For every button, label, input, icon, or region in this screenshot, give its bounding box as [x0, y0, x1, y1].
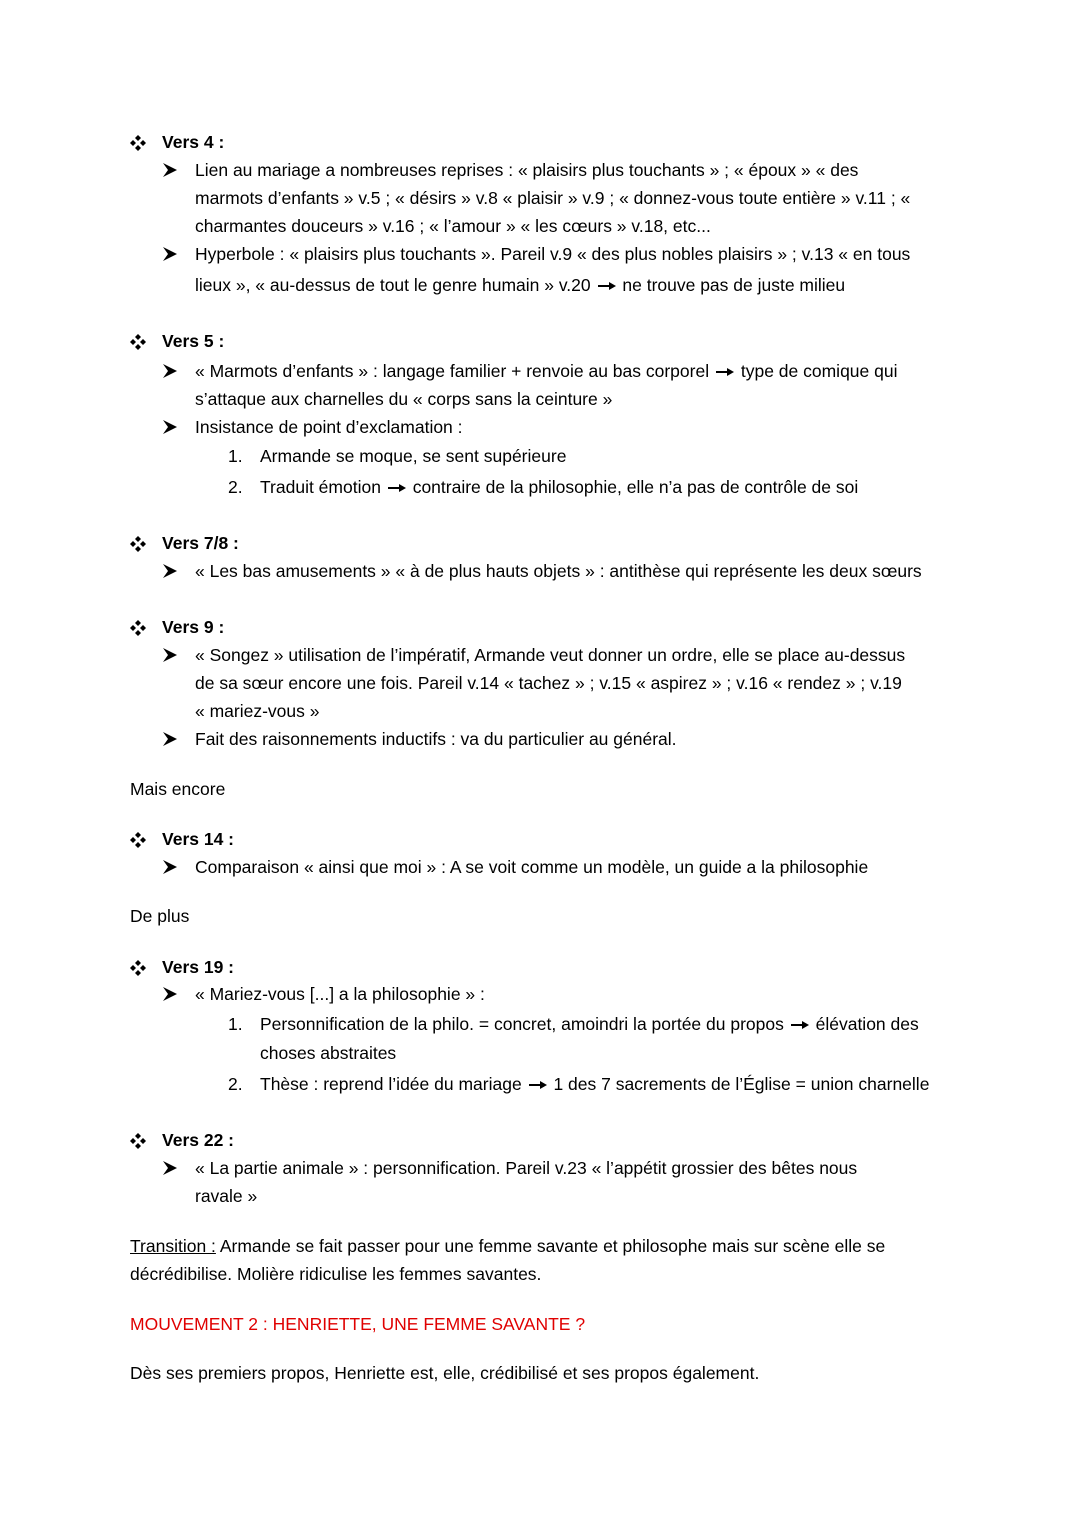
list-number: 2. [228, 1074, 243, 1094]
four-diamond-icon [130, 832, 146, 848]
four-diamond-icon [130, 1133, 146, 1149]
right-arrow-icon [529, 1080, 547, 1090]
text-line: charmantes douceurs » v.16 ; « l’amour » « les cœurs » v.18, etc... [195, 216, 711, 236]
arrowhead-icon [162, 986, 178, 1002]
arrowhead-icon [162, 246, 178, 262]
right-arrow-icon [388, 483, 406, 493]
list-number: 2. [228, 477, 243, 497]
text-segment: Thèse : reprend l’idée du mariage [260, 1074, 522, 1094]
text-line: choses abstraites [260, 1043, 397, 1063]
four-diamond-icon [130, 536, 146, 552]
list-number: 1. [228, 446, 243, 466]
section-heading-vers-7-8 [130, 533, 239, 554]
arrowhead-icon [162, 162, 178, 178]
section-title: Vers 5 : [162, 331, 225, 351]
text-line [260, 1014, 919, 1035]
text-line: « La partie animale » : personnification. Pareil v.23 « l’appétit grossier des bêtes nous [195, 1158, 858, 1178]
section-heading-vers-5 [130, 331, 224, 352]
transition-paragraph [130, 1236, 885, 1257]
text-segment: contraire de la philosophie, elle n’a pas de contrôle de soi [412, 477, 859, 497]
text-segment: type de comique qui [740, 361, 898, 381]
text-line: Insistance de point d’exclamation : [195, 417, 463, 437]
section-title: Vers 22 : [162, 1130, 234, 1150]
section-heading-vers-22 [130, 1130, 234, 1151]
text-segment: Traduit émotion [260, 477, 381, 497]
arrowhead-icon [162, 731, 178, 747]
text-segment: Personnification de la philo. = concret, amoindri la portée du propos [260, 1014, 784, 1034]
text-segment: lieux », « au-dessus de tout le genre humain » v.20 [195, 275, 591, 295]
four-diamond-icon [130, 135, 146, 151]
text-line: ravale » [195, 1186, 258, 1206]
text-line: Fait des raisonnements inductifs : va du particulier au général. [195, 729, 677, 749]
text-line: « Songez » utilisation de l’impératif, Armande veut donner un ordre, elle se place au-dessus [195, 645, 906, 665]
connector-text: Mais encore [130, 779, 226, 799]
text-line: Dès ses premiers propos, Henriette est, elle, crédibilisé et ses propos également. [130, 1363, 760, 1383]
text-line: marmots d’enfants » v.5 ; « désirs » v.8 « plaisir » v.9 ; « donnez-vous toute entière » v.11 ; « [195, 188, 911, 208]
text-line: Hyperbole : « plaisirs plus touchants ». Pareil v.9 « des plus nobles plaisirs » ; v.13 « en tous [195, 244, 911, 264]
text-line [260, 477, 858, 498]
section-title: Vers 7/8 : [162, 533, 239, 553]
text-segment: « Marmots d’enfants » : langage familier + renvoie au bas corporel [195, 361, 710, 381]
arrowhead-icon [162, 563, 178, 579]
text-line: de sa sœur encore une fois. Pareil v.14 « tachez » ; v.15 « aspirez » ; v.16 « rendez » ; v.19 [195, 673, 902, 693]
section-title: Vers 4 : [162, 132, 225, 152]
section-heading-vers-19 [130, 957, 234, 978]
section-title: Vers 9 : [162, 617, 225, 637]
movement-heading: MOUVEMENT 2 : HENRIETTE, UNE FEMME SAVANTE ? [130, 1314, 586, 1334]
text-segment: ne trouve pas de juste milieu [622, 275, 846, 295]
text-segment: élévation des [815, 1014, 919, 1034]
text-line: Lien au mariage a nombreuses reprises : « plaisirs plus touchants » ; « époux » « des [195, 160, 859, 180]
four-diamond-icon [130, 334, 146, 350]
right-arrow-icon [791, 1020, 809, 1030]
text-segment: 1 des 7 sacrements de l’Église = union charnelle [553, 1074, 930, 1094]
four-diamond-icon [130, 960, 146, 976]
arrowhead-icon [162, 363, 178, 379]
arrowhead-icon [162, 1160, 178, 1176]
right-arrow-icon [598, 281, 616, 291]
section-heading-vers-9 [130, 617, 224, 638]
list-number: 1. [228, 1014, 243, 1034]
text-line: s’attaque aux charnelles du « corps sans la ceinture » [195, 389, 613, 409]
text-line: « Mariez-vous [...] a la philosophie » : [195, 984, 485, 1004]
right-arrow-icon [716, 367, 734, 377]
connector-text: De plus [130, 906, 190, 926]
text-line [260, 1074, 929, 1095]
text-line: décrédibilise. Molière ridiculise les femmes savantes. [130, 1264, 542, 1284]
section-heading-vers-4 [130, 132, 224, 153]
section-title: Vers 14 : [162, 829, 234, 849]
text-line [195, 361, 898, 382]
text-line [195, 275, 845, 296]
text-segment: Armande se fait passer pour une femme savante et philosophe mais sur scène elle se [215, 1236, 886, 1256]
text-line: Armande se moque, se sent supérieure [260, 446, 567, 466]
text-line: « mariez-vous » [195, 701, 320, 721]
text-line: « Les bas amusements » « à de plus hauts objets » : antithèse qui représente les deux sœurs [195, 561, 922, 581]
section-heading-vers-14 [130, 829, 234, 850]
text-line: Comparaison « ainsi que moi » : A se voit comme un modèle, un guide a la philosophie [195, 857, 869, 877]
four-diamond-icon [130, 620, 146, 636]
section-title: Vers 19 : [162, 957, 234, 977]
arrowhead-icon [162, 647, 178, 663]
arrowhead-icon [162, 859, 178, 875]
transition-label: Transition : [130, 1236, 216, 1256]
arrowhead-icon [162, 419, 178, 435]
